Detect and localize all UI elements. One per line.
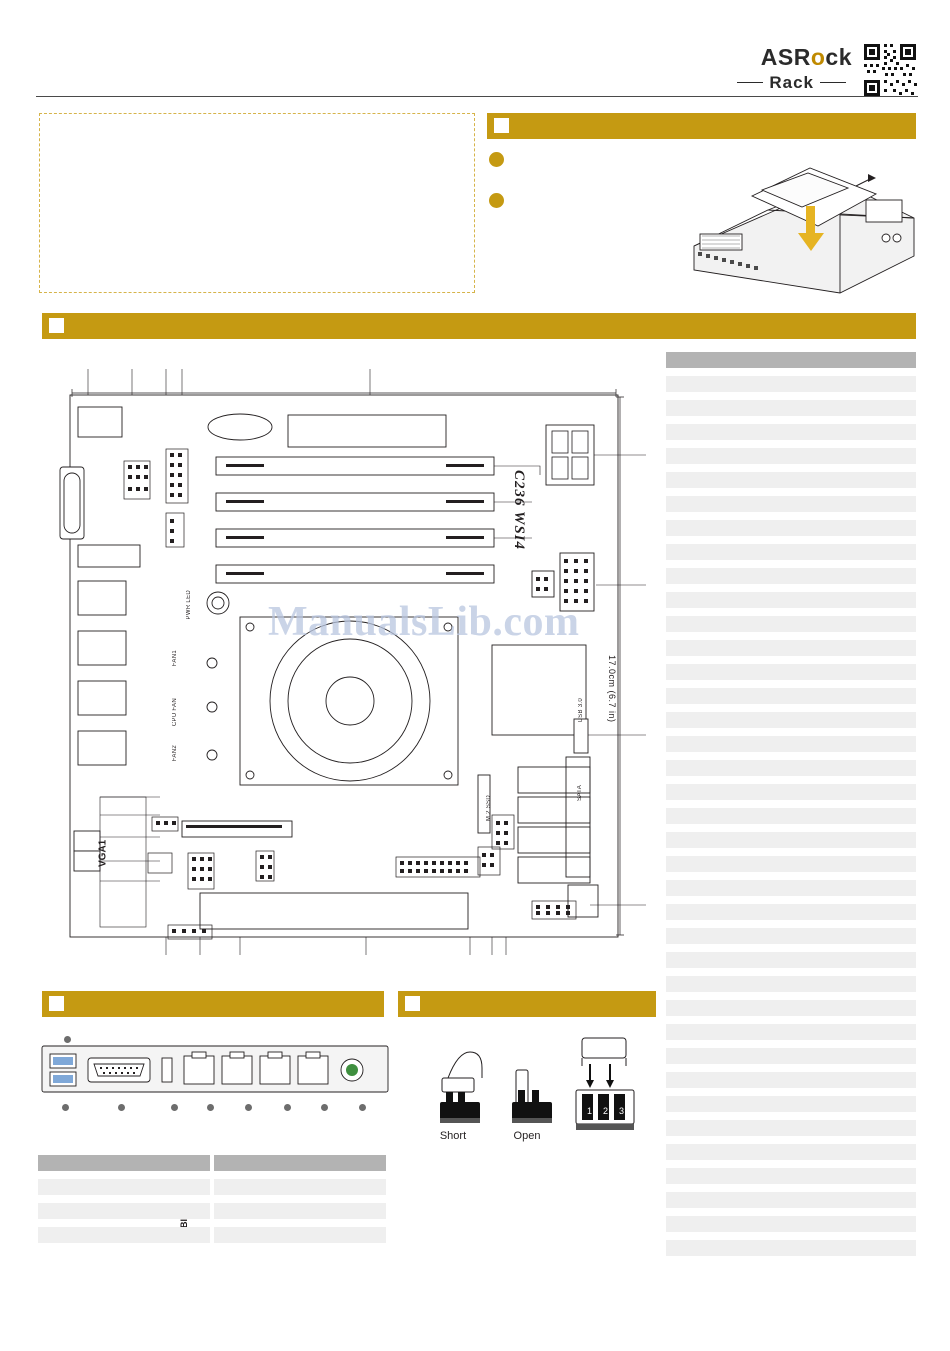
io-table-row: [38, 1179, 386, 1195]
rear-io-panel-illustration: [40, 1040, 390, 1100]
table-row: [666, 1096, 916, 1112]
brand-sub-row: [731, 74, 852, 91]
table-row: [666, 1024, 916, 1040]
fan2-label: FAN2: [172, 745, 178, 762]
io-table-cell: [214, 1203, 386, 1219]
table-row: [666, 832, 916, 848]
io-callout-dots: [40, 1100, 390, 1118]
jumper-open-label: Open: [513, 1130, 541, 1142]
fan1-label: FAN1: [172, 650, 178, 667]
table-row: [666, 592, 916, 608]
motherboard-layout-diagram: [40, 345, 660, 960]
io-table-cell: [214, 1227, 386, 1243]
table-row: [666, 976, 916, 992]
brand-subname: Rack: [769, 73, 814, 92]
watermark-text: ManualsLib.com: [268, 599, 580, 645]
io-table-cell: [38, 1203, 210, 1219]
board-model-label: C236 WSI4: [511, 470, 527, 551]
section-bar-1-marker: [494, 118, 509, 133]
svg-text:3: 3: [619, 1106, 625, 1116]
board-dimension-label: 17.0cm (6.7 in): [607, 655, 617, 723]
table-row: [666, 712, 916, 728]
table-row: [666, 472, 916, 488]
table-row: [666, 1120, 916, 1136]
section-bar-2: [42, 313, 916, 339]
table-row: [666, 904, 916, 920]
m2-slot-label: M.2 SSD: [486, 795, 492, 822]
table-row: [666, 1072, 916, 1088]
table-row: [666, 928, 916, 944]
io-table-header-cell: [38, 1155, 210, 1171]
table-row: [666, 1192, 916, 1208]
table-row: [666, 640, 916, 656]
section-bar-3: [42, 991, 384, 1017]
svg-text:2: 2: [603, 1106, 609, 1116]
brand-logo: [731, 46, 852, 91]
io-callout-dot-1: [62, 1104, 69, 1111]
io-callout-dot-6: [284, 1104, 291, 1111]
specification-table-header: [666, 352, 916, 368]
table-row: [666, 688, 916, 704]
io-table-row: [38, 1227, 386, 1243]
io-table-cell: [38, 1179, 210, 1195]
io-callout-dot-5: [245, 1104, 252, 1111]
brand-rule-left: [737, 82, 763, 83]
io-table-row: [38, 1203, 386, 1219]
svg-text:1: 1: [587, 1106, 593, 1116]
section-bar-4-marker: [405, 996, 420, 1011]
table-row: [666, 424, 916, 440]
sata-ports-label: SATA: [577, 785, 583, 801]
table-row: [666, 880, 916, 896]
section-bar-4: [398, 991, 656, 1017]
table-row: [666, 1048, 916, 1064]
section-bar-1: [487, 113, 916, 139]
io-callout-dot-2: [118, 1104, 125, 1111]
io-table-header-cell: [214, 1155, 386, 1171]
section-bar-2-marker: [49, 318, 64, 333]
usb-header-label: USB 3.0: [578, 698, 584, 723]
table-row: [666, 496, 916, 512]
qr-code-icon: [862, 42, 918, 98]
io-callout-dot-4: [207, 1104, 214, 1111]
table-row: [666, 664, 916, 680]
io-table-cell: [38, 1227, 210, 1243]
io-callout-dot-8: [359, 1104, 366, 1111]
header-divider: [36, 96, 918, 97]
bullet-point-2: [489, 193, 504, 208]
io-callout-dot-7: [321, 1104, 328, 1111]
table-row: [666, 1168, 916, 1184]
table-row: [666, 520, 916, 536]
table-row: [666, 736, 916, 752]
table-row: [666, 760, 916, 776]
table-row: [666, 856, 916, 872]
table-row: [666, 1240, 916, 1256]
table-row: [666, 808, 916, 824]
table-row: [666, 616, 916, 632]
table-row: [666, 1144, 916, 1160]
io-table-header-row: [38, 1155, 386, 1171]
table-row: [666, 544, 916, 560]
jumper-short-label: Short: [439, 1130, 467, 1142]
io-table-cell: [214, 1179, 386, 1195]
table-row: [666, 952, 916, 968]
chassis-installation-illustration: [690, 160, 918, 295]
io-port-table: [38, 1155, 386, 1251]
io-callout-dot-3: [171, 1104, 178, 1111]
note-box: [39, 113, 475, 293]
table-row: [666, 376, 916, 392]
table-row: [666, 1216, 916, 1232]
table-row: [666, 1000, 916, 1016]
table-row: [666, 784, 916, 800]
bullet-point-1: [489, 152, 504, 167]
section-bar-3-marker: [49, 996, 64, 1011]
pwr-led-label: PWR LED: [186, 590, 192, 620]
table-row: [666, 568, 916, 584]
vga-port-label: VGA1: [97, 839, 109, 867]
table-row: [666, 400, 916, 416]
brand-name: ASRock: [760, 44, 852, 70]
specification-table: [666, 352, 916, 1256]
table-row: [666, 448, 916, 464]
cpu-fan-label: CPU FAN: [172, 698, 178, 727]
brand-rule-right: [820, 82, 846, 83]
